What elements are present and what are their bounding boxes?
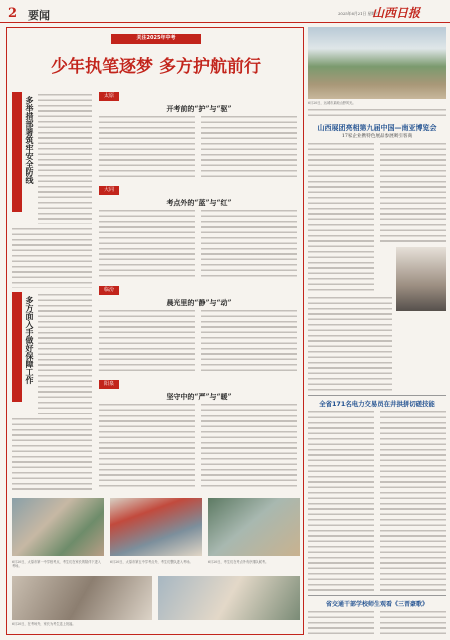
city-tag-4: 阳泉 <box>99 380 119 389</box>
exam-photo-2 <box>110 498 202 556</box>
landscape-caption: 6月20日，运城市某地山野风光。 <box>308 101 356 105</box>
expo-body-3 <box>308 297 392 391</box>
left-column <box>12 92 94 492</box>
story-body-1 <box>99 116 195 180</box>
city-tag-2: 大同 <box>99 186 119 195</box>
landscape-text <box>308 109 446 119</box>
city-tag-3: 临汾 <box>99 286 119 295</box>
story-body-3 <box>99 310 195 374</box>
story-body-2 <box>99 210 195 280</box>
side-body-1b <box>12 228 92 288</box>
sub-title-1: 开考前的“护”与“驱” <box>166 104 232 113</box>
photo-caption-3: 6月20日，考生们在考点外有序排队候考。 <box>208 560 269 564</box>
sub-title-4: 坚守中的“严”与“暖” <box>166 392 232 401</box>
right-divider-1 <box>308 395 446 396</box>
landscape-photo <box>308 27 446 99</box>
section-name: 要闻 <box>28 9 50 22</box>
exam-photo-5 <box>158 576 300 620</box>
feature-headline: 少年执笔逐梦 多方护航前行 <box>51 57 261 77</box>
exam-photo-3 <box>208 498 300 556</box>
side-body-2 <box>38 294 92 414</box>
story-body-1b <box>201 116 297 180</box>
side-body-2b <box>12 418 92 492</box>
photo-caption-1: 6月20日，太原市第一中学校考点，考生们在家长的陪伴下进入考场。 <box>12 560 101 569</box>
story-body-3b <box>201 310 297 374</box>
right-column <box>308 27 446 635</box>
expo-portrait <box>396 247 446 311</box>
expo-headline: 山西展团亮相第九届中国—南亚博览会 <box>317 124 437 132</box>
header-rule <box>0 22 450 23</box>
story-body-4 <box>99 404 195 490</box>
sub-title-3: 晨光里的“静”与“动” <box>166 298 232 307</box>
bottom-caption: 6月20日，在考场外，家长为考生送上祝福。 <box>12 622 76 626</box>
exam-photo-1 <box>12 498 104 556</box>
expo-subheadline: 17家企业携特色展品参展吸引客商 <box>341 134 413 139</box>
city-tag-1: 太原 <box>99 92 119 101</box>
side-label-1 <box>12 92 22 212</box>
masthead-logo: 山西日报 <box>372 6 421 20</box>
expo-body-1 <box>308 143 374 293</box>
traffic-headline: 省交通干部学校师生观看《三晋豪歌》 <box>325 601 428 608</box>
traffic-body-1 <box>308 611 374 635</box>
right-divider-2 <box>308 595 446 596</box>
side-title-1: 多举措部署筑牢安全防线 <box>25 96 35 184</box>
feature-area <box>6 27 304 635</box>
repair-headline: 全省171名电力交易员在井拱拼切磋技能 <box>319 400 435 408</box>
exam-photo-4 <box>12 576 152 620</box>
expo-body-2 <box>380 143 446 243</box>
story-column-1 <box>99 92 299 492</box>
feature-banner: 关注2025年中考 <box>111 34 201 44</box>
story-body-2b <box>201 210 297 280</box>
repair-body-2 <box>380 411 446 591</box>
page-header <box>0 0 450 24</box>
repair-body-1 <box>308 411 374 591</box>
traffic-body-2 <box>380 611 446 635</box>
photo-strip <box>12 498 300 630</box>
story-body-4b <box>201 404 297 490</box>
side-body-1 <box>38 94 92 224</box>
side-title-2: 多方面入手做好保障工作 <box>25 296 35 384</box>
photo-caption-2: 6月20日，太原市第五中学考点外，考生们整队进入考场。 <box>110 560 193 564</box>
page-number: 2 <box>8 6 18 21</box>
sub-title-2: 考点外的“蓝”与“红” <box>166 198 232 207</box>
issue-date: 2025年6月21日 星期六 <box>338 11 379 16</box>
side-label-2 <box>12 292 22 402</box>
